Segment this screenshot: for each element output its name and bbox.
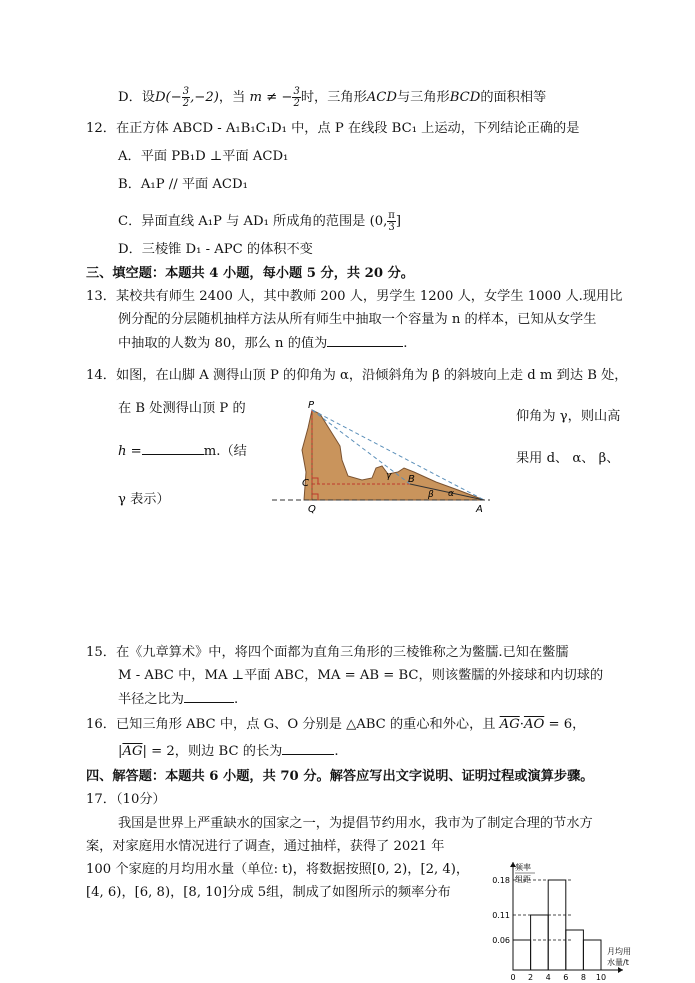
q14-line3-right: 果用 d、 α、 β、 (516, 451, 620, 466)
q13-line3 (118, 334, 408, 353)
q14-h: h = (118, 444, 142, 459)
y-tick-label: 0.18 (492, 876, 510, 885)
y-tick-label: 0.11 (492, 911, 510, 920)
x-label-line1: 月均用 (607, 947, 631, 956)
q15-line1: 15．在《九章算术》中，将四个面都为直角三角形的三棱锥称之为鳖臑.已知在鳖臑 (86, 645, 569, 660)
q11-option-d (118, 86, 546, 109)
angle-range: (0, $\frac{\pi}{3}$ ] (365, 210, 402, 233)
dot-symbol: · (519, 717, 524, 732)
y-label-top: 频率 (515, 863, 531, 872)
q14-line1: 14．如图，在山脚 A 测得山顶 P 的仰角为 α，沿倾斜角为 β 的斜坡向上走 d m 到达 B 处， (86, 368, 628, 383)
m-cond: m ≠ − $\frac{3}{2}$ (245, 86, 300, 109)
answer-blank-16[interactable] (282, 742, 334, 755)
histogram-bar (548, 880, 566, 970)
q17-line4: [4, 6)，[6, 8)，[8, 10]分成 5组，制成了如图所示的频率分布 (86, 885, 451, 900)
histogram-bar (583, 940, 601, 970)
abs-ag: $|\overline{AG}|$ (118, 744, 147, 759)
x-tick-label: 4 (545, 973, 551, 982)
q15-line3 (118, 690, 238, 709)
answer-blank-14[interactable] (142, 442, 204, 455)
q16-line1 (86, 716, 585, 734)
x-tick-label: 6 (563, 973, 569, 982)
q16-l2-mid: = 2，则边 BC 的长为 (151, 744, 283, 759)
q13-period: . (403, 336, 408, 351)
q14-line4: γ 表示） (118, 492, 170, 507)
q15-l3-text: 半径之比为 (118, 692, 184, 707)
q11-d-and: 与三角形 (396, 90, 450, 105)
histogram-bar (531, 915, 549, 970)
answer-blank-15[interactable] (184, 690, 234, 703)
q17-line2: 案，对家庭用水情况进行了调查，通过抽样，获得了 2021 年 (86, 839, 445, 854)
x-axis-arrow (618, 967, 623, 973)
label-beta: β (428, 490, 434, 500)
label-alpha: α (448, 489, 454, 499)
q17-line3: 100 个家庭的月均用水量（单位: t)，将数据按照[0, 2)，[2, 4)， (86, 862, 470, 877)
q14-line2-right: 仰角为 γ，则山高 (516, 409, 621, 424)
q12-option-c (118, 210, 401, 233)
tri-acd: ACD (366, 90, 397, 105)
x-tick-label: 10 (595, 973, 607, 982)
q14-line3 (118, 442, 247, 461)
q17-heading: 17．（10分） (86, 792, 166, 807)
histogram-bar (513, 940, 531, 970)
q13-l3-text: 中抽取的人数为 80，那么 n 的值为 (118, 336, 328, 351)
label-a: A (476, 504, 483, 515)
y-label-bottom: 组距 (515, 875, 531, 884)
label-gamma: γ (386, 471, 392, 481)
q11-d-tail: 的面积相等 (480, 90, 547, 105)
vector-ag: $\overline{AG}$ (499, 717, 520, 732)
q12-stem: 12．在正方体 ABCD - A₁B₁C₁D₁ 中，点 P 在线段 BC₁ 上运动，下列结论正确的是 (86, 121, 580, 136)
q15-line2: M - ABC 中，MA ⊥平面 ABC，MA = AB = BC，则该鳖臑的外接球和内切球的 (118, 668, 604, 683)
x-tick-label: 8 (580, 973, 586, 982)
y-tick-label: 0.06 (492, 936, 510, 945)
q15-period: . (233, 692, 239, 707)
x-tick-label: 0 (510, 973, 516, 982)
vector-ao: $\overline{AO}$ (523, 717, 545, 732)
q17-line1: 我国是世界上严重缺水的国家之一，为提倡节约用水，我市为了制定合理的节水方 (118, 816, 593, 831)
q13-line2: 例分配的分层随机抽样方法从所有师生中抽取一个容量为 n 的样本，已知从女学生 (118, 312, 597, 327)
histogram-bar (566, 930, 584, 970)
q11-d-mid: ，当 (218, 90, 246, 105)
vector-ag-abs: $\overline{AG}$ (122, 744, 143, 759)
q16-line2 (118, 742, 339, 761)
section-4-heading: 四、解答题：本题共 6 小题，共 70 分。解答应写出文字说明、证明过程或演算步骤。 (86, 769, 594, 784)
section-3-heading: 三、填空题：本题共 4 小题，每小题 5 分，共 20 分。 (86, 266, 414, 281)
q12-option-a: A．平面 PB₁D ⊥平面 ACD₁ (118, 149, 289, 164)
x-label-line2: 水量/t (607, 958, 629, 967)
q16-period: . (334, 744, 339, 759)
q14-l3-mid: m.（结 (203, 444, 247, 459)
frequency-histogram (484, 858, 674, 982)
x-tick-label: 2 (528, 973, 534, 982)
q16-l1-end: = 6， (548, 717, 586, 732)
histogram-bars (513, 880, 601, 970)
label-p: P (308, 400, 315, 411)
q11-d-prefix: D．设 (118, 90, 155, 105)
tri-bcd: BCD (449, 90, 481, 105)
q13-line1: 13．某校共有师生 2400 人，其中教师 200 人，男学生 1200 人，女学生 1000 人.现用比 (86, 289, 623, 304)
mountain-figure (268, 398, 494, 516)
q12-c-text: C．异面直线 A₁P 与 AD₁ 所成角的范围是 (118, 214, 366, 229)
point-d: D(− $\frac{3}{2}$ ,−2) (154, 86, 219, 109)
q12-option-b: B．A₁P // 平面 ACD₁ (118, 177, 248, 192)
q12-option-d: D．三棱锥 D₁ - APC 的体积不变 (118, 242, 313, 257)
label-c: C (302, 478, 309, 489)
q16-l1-text: 16．已知三角形 ABC 中，点 G、O 分别是 △ABC 的重心和外心，且 (86, 717, 496, 732)
q14-line2: 在 B 处测得山顶 P 的 (118, 401, 246, 416)
label-q: Q (308, 504, 316, 515)
label-b: B (408, 474, 415, 485)
answer-blank-13[interactable] (327, 334, 403, 347)
q11-d-post: 时，三角形 (300, 90, 367, 105)
